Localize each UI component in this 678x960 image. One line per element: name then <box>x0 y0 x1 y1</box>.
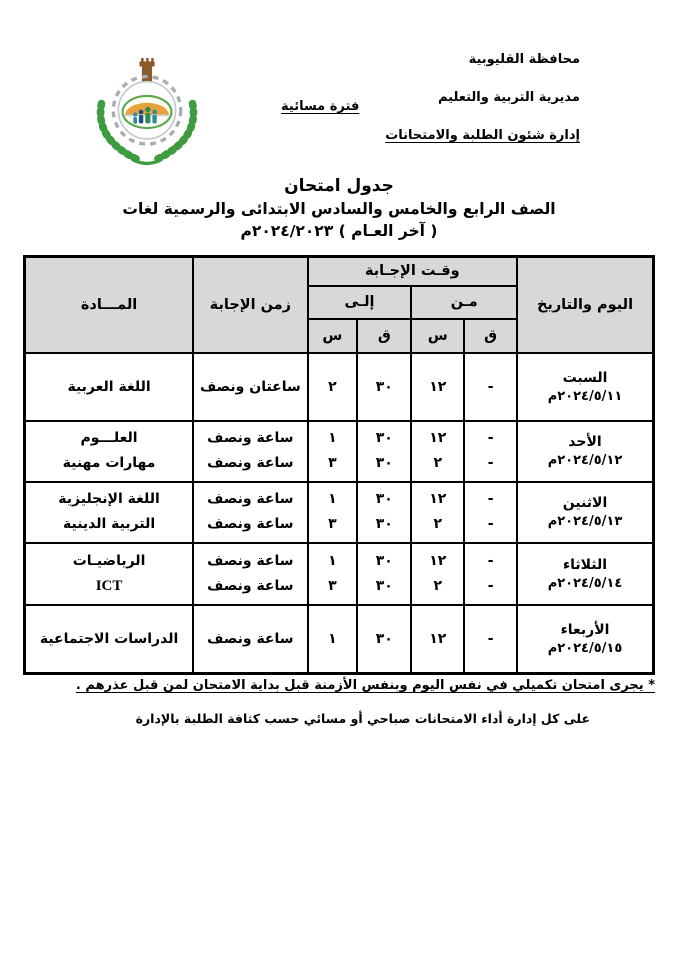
from-minutes-cell: - <box>464 605 517 674</box>
day-name: السبت <box>562 369 608 386</box>
duration-cell: ساعتان ونصف <box>193 353 307 421</box>
day-name: الاثنين <box>562 495 608 511</box>
value-line: ٢ <box>433 516 443 532</box>
subject-line: الرياضيـات <box>72 552 146 569</box>
value-line: ١ <box>328 491 337 507</box>
value-line: ٢ <box>433 455 443 471</box>
subject-line: العلـــوم <box>80 430 138 446</box>
value-line: ٣ <box>328 516 337 532</box>
exam-period-label: فترة مسائية <box>281 99 360 114</box>
exam-schedule-table <box>23 255 655 675</box>
value-line: ٣٠ <box>375 577 393 594</box>
grades-subtitle: الصف الرابع والخامس والسادس الابتدائى والرسمية لغات <box>122 200 556 218</box>
title-block <box>0 176 678 240</box>
duration-cell: ساعة ونصف <box>193 605 307 674</box>
col-header-to: إلـى <box>308 286 412 319</box>
value-line: ساعة ونصف <box>207 430 294 446</box>
table-row-wednesday <box>25 605 654 674</box>
col-header-duration: زمن الإجابة <box>193 257 307 353</box>
day-date: ٢٠٢٤/٥/١٤م <box>547 575 623 591</box>
day-date: ٢٠٢٤/٥/١١م <box>547 388 623 404</box>
value-line: - <box>487 516 494 532</box>
to-minutes-cell: ٣٠ <box>357 605 411 674</box>
duration-cell <box>193 482 307 543</box>
subject-cell <box>25 543 194 605</box>
day-date-cell <box>517 482 653 543</box>
table-row-tuesday <box>25 543 654 605</box>
from-minutes-cell <box>464 421 517 482</box>
subject-line: التربية الدينية <box>62 516 156 532</box>
subject-line: مهارات مهنية <box>62 455 156 471</box>
makeup-exam-note: * يجرى امتحان تكميلي في نفس اليوم وبنفس الأزمنة قبل بداية الامتحان لمن قبل عذرهم . <box>75 678 655 693</box>
value-line: - <box>487 491 494 507</box>
from-hours-cell <box>411 482 464 543</box>
to-hours-cell: ٢ <box>308 353 358 421</box>
from-hours-cell: ١٢ <box>411 605 464 674</box>
education-ministry-logo <box>88 56 206 168</box>
to-hours-cell: ١ <box>308 605 358 674</box>
value-line: - <box>487 552 494 569</box>
col-header-from-hours: س <box>411 319 464 353</box>
header-row-1 <box>25 257 654 286</box>
value-line: ساعة ونصف <box>207 491 294 507</box>
value-line: ٣٠ <box>375 552 393 569</box>
letterhead <box>385 52 580 166</box>
day-name: الأحد <box>568 434 602 450</box>
value-line: ٣٠ <box>375 491 393 507</box>
governorate-name: محافظة القليوبية <box>468 52 580 67</box>
value-line: ساعة ونصف <box>207 455 294 471</box>
duration-cell <box>193 421 307 482</box>
emblem-graphic <box>88 56 206 168</box>
col-header-to-hours: س <box>308 319 358 353</box>
col-header-to-minutes: ق <box>357 319 411 353</box>
to-hours-cell <box>308 482 358 543</box>
value-line: ساعة ونصف <box>207 552 294 569</box>
value-line: ساعة ونصف <box>207 516 294 532</box>
col-header-day-date: اليوم والتاريخ <box>517 257 653 353</box>
to-minutes-cell: ٣٠ <box>357 353 411 421</box>
subject-cell: اللغة العربية <box>25 353 194 421</box>
value-line: ١٢ <box>429 430 447 446</box>
directorate-name: مديرية التربية والتعليم <box>437 90 580 105</box>
duration-cell <box>193 543 307 605</box>
table-row-monday <box>25 482 654 543</box>
value-line: ١٢ <box>429 552 447 569</box>
from-minutes-cell <box>464 543 517 605</box>
subject-cell <box>25 482 194 543</box>
day-name: الأربعاء <box>560 621 610 638</box>
table-row-sunday <box>25 421 654 482</box>
value-line: ٣٠ <box>375 516 393 532</box>
subject-line: اللغة الإنجليزية <box>58 491 160 507</box>
col-header-answer-time: وقـت الإجـابة <box>308 257 517 286</box>
to-hours-cell <box>308 421 358 482</box>
administration-note: على كل إدارة أداء الامتحانات صباحي أو مسائي حسب كثافة الطلبة بالإدارة <box>135 711 590 726</box>
administration-name: إدارة شئون الطلبة والامتحانات <box>385 128 580 143</box>
schedule-title: جدول امتحان <box>284 176 394 196</box>
day-date: ٢٠٢٤/٥/١٥م <box>547 640 623 656</box>
value-line: ٢ <box>433 577 443 594</box>
value-line: ١ <box>328 552 337 569</box>
to-minutes-cell <box>357 421 411 482</box>
day-date-cell <box>517 353 653 421</box>
academic-year: ( آخر العـام ) ٢٠٢٤/٢٠٢٣م <box>240 222 438 240</box>
day-name: الثلاثاء <box>562 556 608 573</box>
value-line: - <box>487 455 494 471</box>
value-line: ٣٠ <box>375 430 393 446</box>
subject-cell: الدراسات الاجتماعية <box>25 605 194 674</box>
day-date: ٢٠٢٤/٥/١٣م <box>547 514 623 529</box>
value-line: ٣ <box>328 577 337 594</box>
subject-cell <box>25 421 194 482</box>
day-date-cell <box>517 543 653 605</box>
day-date: ٢٠٢٤/٥/١٢م <box>547 453 623 468</box>
col-header-from-minutes: ق <box>464 319 517 353</box>
col-header-subject: المـــادة <box>25 257 194 353</box>
value-line: ٣ <box>328 455 337 471</box>
from-minutes-cell <box>464 482 517 543</box>
value-line: ١ <box>328 430 337 446</box>
from-hours-cell: ١٢ <box>411 353 464 421</box>
to-hours-cell <box>308 543 358 605</box>
from-minutes-cell: - <box>464 353 517 421</box>
to-minutes-cell <box>357 543 411 605</box>
day-date-cell <box>517 421 653 482</box>
value-line: ساعة ونصف <box>207 577 294 594</box>
value-line: ٣٠ <box>375 455 393 471</box>
day-date-cell <box>517 605 653 674</box>
from-hours-cell <box>411 543 464 605</box>
value-line: - <box>487 577 494 594</box>
to-minutes-cell <box>357 482 411 543</box>
table-row-saturday <box>25 353 654 421</box>
value-line: ١٢ <box>429 491 447 507</box>
subject-line: ICT <box>95 577 123 594</box>
value-line: - <box>487 430 494 446</box>
col-header-from: مـن <box>411 286 517 319</box>
from-hours-cell <box>411 421 464 482</box>
